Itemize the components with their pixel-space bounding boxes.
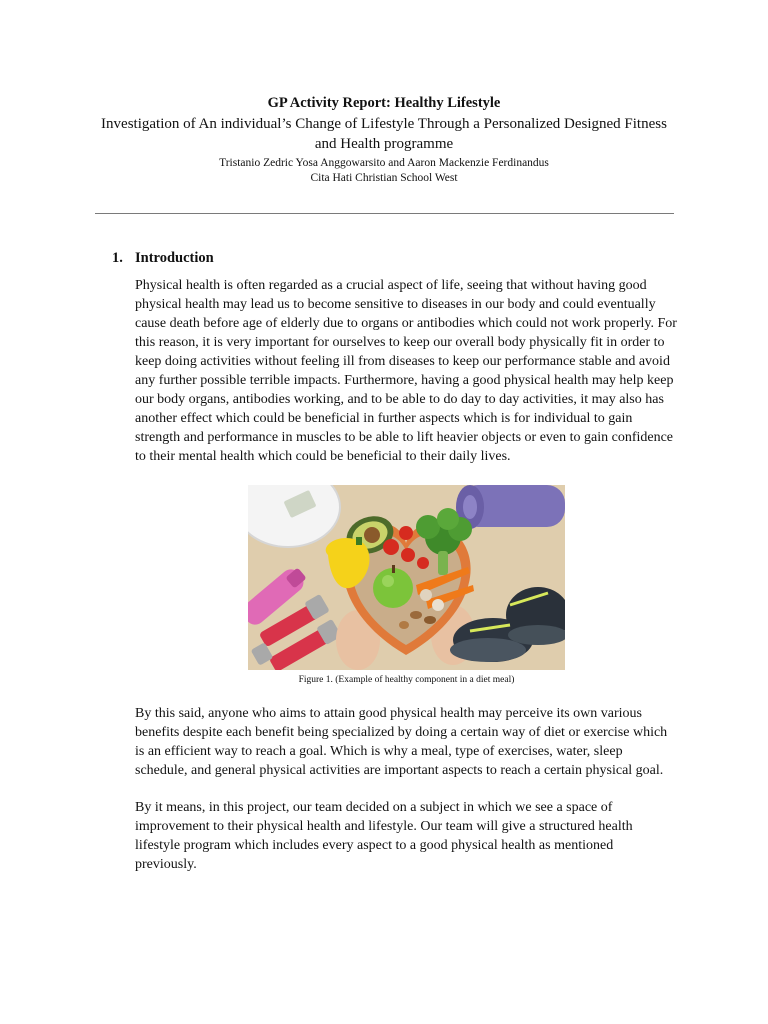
document-header — [94, 94, 674, 185]
document-authors: Tristanio Zedric Yosa Anggowarsito and Aaron Mackenzie Ferdinandus — [219, 157, 549, 169]
section-number: 1. — [112, 250, 123, 266]
figure-caption: Figure 1. (Example of healthy component in a diet meal) — [298, 675, 515, 685]
document-title: GP Activity Report: Healthy Lifestyle — [267, 95, 501, 111]
yoga-mat-icon — [456, 485, 565, 529]
paragraph-intro: Physical health is often regarded as a crucial aspect of life, seeing that without having good physical health may lead us to become sensitive to diseases in our body and could eventually cause death before age of elderly due to organs or antibodies which could not work properly. For this reason, it is very important for ourselves to keep our overall body physically fit in order to keep doing activities without feeling ill from diseases to keep our performance stable and avoid any further possible terrible impacts. Furthermore, having a good physical health may help keep our body organs, antibodies working, and to be able to do day to day activities, it may also has another effect which could be beneficial in further aspects which is for individual to gain strength and performance in muscles to be able to lift heavier objects or even to gain confidence to their mental health which could be beneficial to their daily lives. — [135, 278, 677, 464]
section-title: Introduction — [135, 250, 214, 266]
healthy-meal-illustration — [248, 485, 565, 670]
document-subtitle: Investigation of An individual’s Change of Lifestyle Through a Personalized Designed Fitness and Health programme — [101, 116, 667, 152]
figure-healthy-food-image — [248, 485, 565, 670]
paragraph-benefits: By this said, anyone who aims to attain good physical health may perceive its own various benefits despite each benefit being specialized by doing a certain way of diet or exercise which is an efficient way to reach a goal. Which is why a meal, type of exercises, water, sleep schedule, and general physical activities are important aspects to reach a certain physical goal. — [135, 706, 668, 778]
paragraph-project: By it means, in this project, our team decided on a subject in which we see a space of improvement to their physical health and lifestyle. Our team will give a structured health lifestyle program which includes every aspect to a good physical health as mentioned previously. — [135, 800, 633, 872]
section-heading — [112, 249, 214, 267]
document-school: Cita Hati Christian School West — [310, 172, 458, 184]
header-divider — [95, 213, 674, 214]
